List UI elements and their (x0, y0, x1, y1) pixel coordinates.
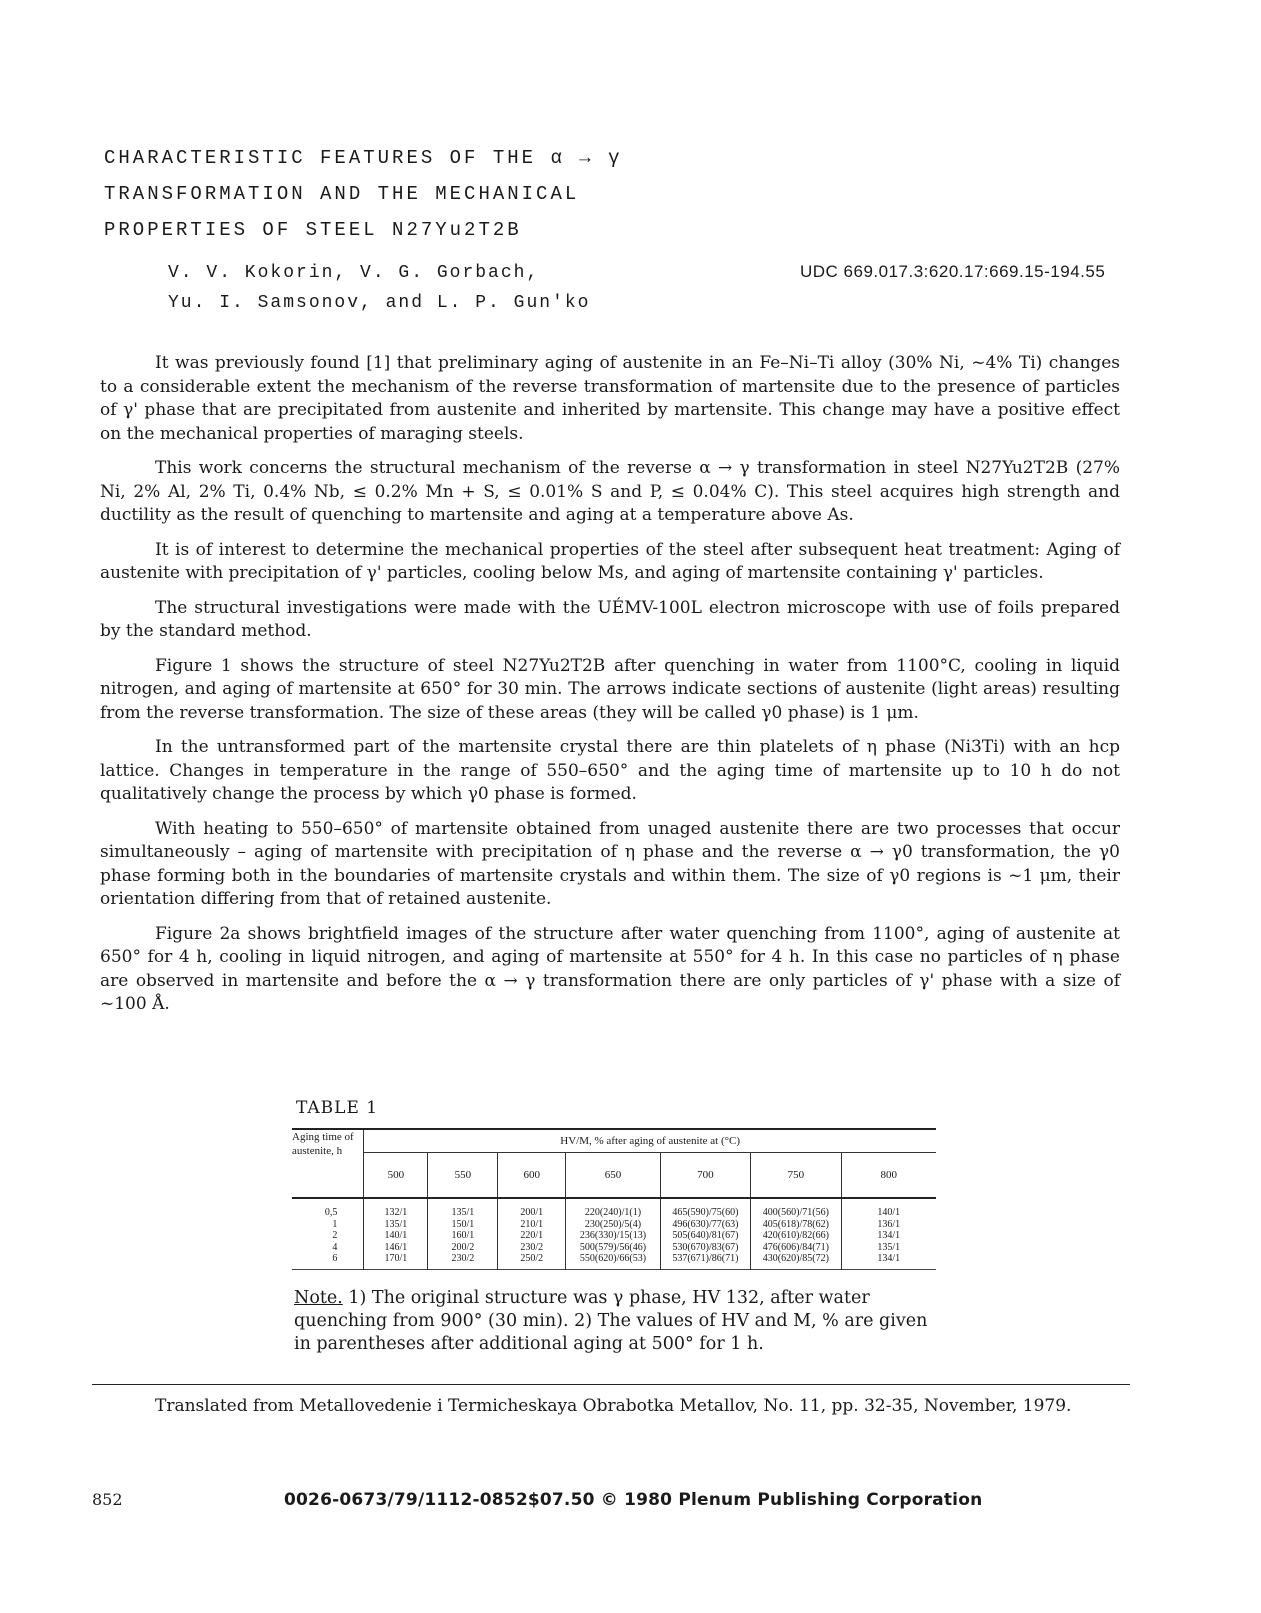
author-list (168, 258, 590, 318)
table-column-header: 750 (751, 1153, 841, 1199)
table-cell: 0,5 1 2 4 6 (324, 1207, 338, 1264)
paragraph: It is of interest to determine the mechanical properties of the steel after subsequent heat treatment: Aging of austenite with precipitation of γ' particles, cooling below Ms, and aging of martensite containing γ' particles. (100, 539, 1120, 583)
table-group-header: HV/M, % after aging of austenite at (°C) (364, 1129, 936, 1153)
table-column-header: 650 (566, 1153, 660, 1199)
table-title: TABLE 1 (296, 1098, 379, 1118)
table-cell: 132/1 135/1 140/1 146/1 170/1 (364, 1198, 428, 1269)
table-cell: 220(240)/1(1) 230(250)/5(4) 236(330)/15(13) 500(579)/56(46) 550(620)/66(53) (566, 1198, 660, 1269)
translation-note (100, 1394, 1130, 1418)
udc-code: UDC 669.017.3:620.17:669.15-194.55 (800, 262, 1106, 281)
table-note (294, 1287, 936, 1356)
title-line-2: TRANSFORMATION AND THE MECHANICAL (104, 183, 580, 205)
note-label: Note. (294, 1288, 343, 1308)
title-line-1: CHARACTERISTIC FEATURES OF THE α → γ (104, 147, 623, 169)
footnote-divider (92, 1384, 1130, 1385)
table-column-header: 500 (364, 1153, 428, 1199)
table-cell: 200/1 210/1 220/1 230/2 250/2 (498, 1198, 566, 1269)
table-column-header: 600 (498, 1153, 566, 1199)
paragraph: Figure 1 shows the structure of steel N27Yu2T2B after quenching in water from 1100°C, cooling in liquid nitrogen, and aging of martensite at 650° for 30 min. The arrows indicate sections of austenite (light areas) resulting from the reverse transformation. The size of these areas (they will be called γ0 phase) is 1 μm. (100, 655, 1120, 723)
paragraph: This work concerns the structural mechanism of the reverse α → γ transformation in steel N27Yu2T2B (27% Ni, 2% Al, 2% Ti, 0.4% Nb, ≤ 0.2% Mn + S, ≤ 0.01% S and P, ≤ 0.04% C). This steel acquires high strength and ductility as the result of quenching to martensite and aging at a temperature above As. (100, 458, 1120, 525)
title-line-3: PROPERTIES OF STEEL N27Yu2T2B (104, 219, 522, 241)
note-text: 1) The original structure was γ phase, HV 132, after water quenching from 900° (30 min). 2) The values of HV and M, % are given in parentheses after additional aging at 500° for 1 h. (294, 1288, 928, 1354)
paper-title (104, 140, 804, 248)
table-column-header: 550 (428, 1153, 498, 1199)
paragraph: With heating to 550–650° of martensite obtained from unaged austenite there are two processes that occur simultaneously – aging of martensite with precipitation of η phase and the reverse α → γ0 transformation, the γ0 phase forming both in the boundaries of martensite crystals and within them. The size of γ0 regions is ~1 μm, their orientation differing from that of retained austenite. (100, 818, 1120, 909)
table-stub-header: Aging time of austenite, h (292, 1131, 354, 1157)
table-cell: 135/1 150/1 160/1 200/2 230/2 (428, 1198, 498, 1269)
body-text (100, 352, 1120, 1028)
table-cell: 400(560)/71(56) 405(618)/78(62) 420(610)/82(66) 476(606)/84(71) 430(620)/85(72) (751, 1198, 841, 1269)
paragraph: It was previously found [1] that preliminary aging of austenite in an Fe–Ni–Ti alloy (30% Ni, ~4% Ti) changes to a considerable extent the mechanism of the reverse transformation of martensite due to the presence of particles of γ' phase that are precipitated from austenite and inherited by martensite. This change may have a positive effect on the mechanical properties of maraging steels. (100, 353, 1120, 444)
table-cell: 465(590)/75(60) 496(630)/77(63) 505(640)/81(67) 530(670)/83(67) 537(671)/86(71) (660, 1198, 750, 1269)
copyright-line: 0026-0673/79/1112-0852$07.50 © 1980 Plenum Publishing Corporation (284, 1490, 983, 1510)
data-table (292, 1128, 936, 1270)
authors-line-1: V. V. Kokorin, V. G. Gorbach, (168, 263, 540, 283)
paragraph: In the untransformed part of the martensite crystal there are thin platelets of η phase (Ni3Ti) with an hcp lattice. Changes in temperature in the range of 550–650° and the aging time of martensite up to 10 h do not qualitatively change the process by which γ0 phase is formed. (100, 737, 1120, 804)
table-column-header: 700 (660, 1153, 750, 1199)
page-number: 852 (92, 1490, 123, 1509)
authors-line-2: Yu. I. Samsonov, and L. P. Gun'ko (168, 293, 591, 313)
translation-text: Translated from Metallovedenie i Termicheskaya Obrabotka Metallov, No. 11, pp. 32-35, November, 1979. (155, 1396, 1072, 1416)
table-cell: 140/1 136/1 134/1 135/1 134/1 (841, 1198, 936, 1269)
paragraph: Figure 2a shows brightfield images of the structure after water quenching from 1100°, aging of austenite at 650° for 4 h, cooling in liquid nitrogen, and aging of martensite at 550° for 4 h. In this case no particles of η phase are observed in martensite and before the α → γ transformation there are only particles of γ' phase with a size of ~100 Å. (100, 923, 1120, 1014)
paragraph: The structural investigations were made with the UÉMV-100L electron microscope with use of foils prepared by the standard method. (100, 597, 1120, 641)
table-column-header: 800 (841, 1153, 936, 1199)
